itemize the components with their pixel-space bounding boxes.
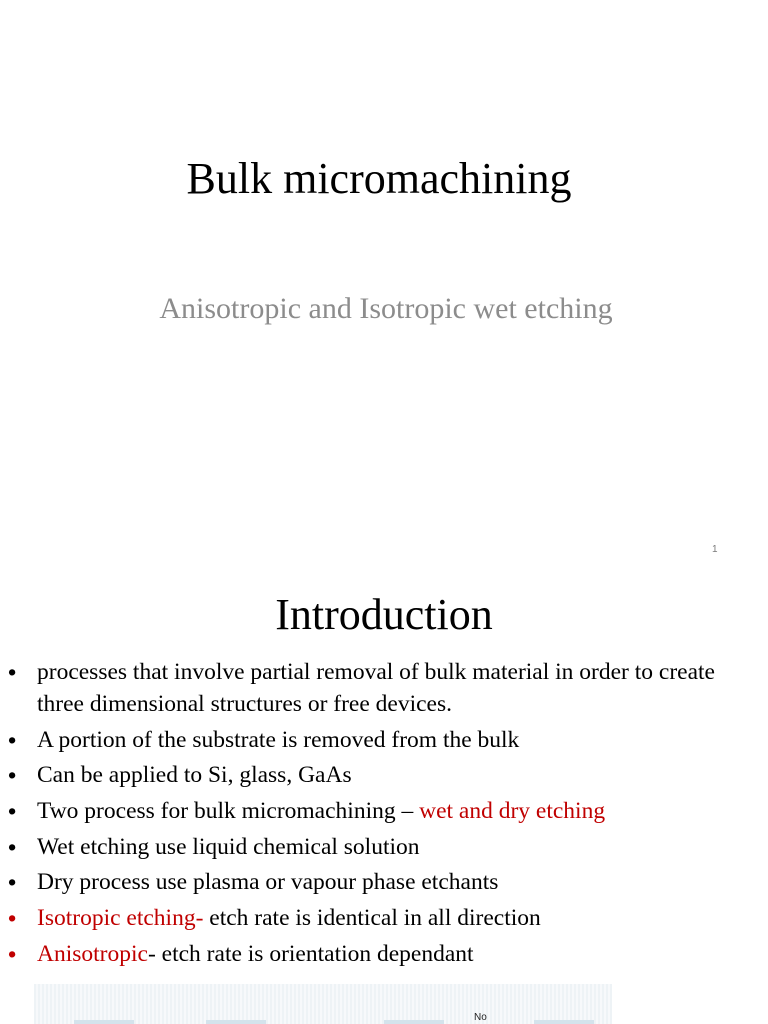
list-item <box>0 759 768 791</box>
bullet-text: - etch rate is orientation dependant <box>147 940 474 967</box>
list-item <box>0 795 768 827</box>
preview-bar <box>206 1020 266 1024</box>
bullet-text: etch rate is identical in all direction <box>203 905 541 932</box>
bullet-icon: • <box>8 798 17 825</box>
list-item <box>0 724 768 756</box>
bullet-icon: • <box>8 869 17 896</box>
bullet-text: processes that involve partial removal of bulk material in order to create three dimensional structures or free devices. <box>37 659 715 717</box>
bullet-icon: • <box>8 905 17 932</box>
list-item <box>0 902 768 934</box>
slide-title: Introduction <box>275 590 493 639</box>
bullet-icon: • <box>8 726 17 753</box>
bullet-icon: • <box>8 833 17 860</box>
bullet-text: Wet etching use liquid chemical solution <box>37 833 420 860</box>
list-item <box>0 938 768 970</box>
bullet-icon: • <box>8 940 17 967</box>
preview-bar <box>74 1020 134 1024</box>
bullet-text: A portion of the substrate is removed from the bulk <box>37 726 520 753</box>
preview-bar <box>534 1020 594 1024</box>
list-item <box>0 656 768 720</box>
slide-2 <box>0 576 768 1024</box>
bullet-icon: • <box>8 762 17 789</box>
table-image-preview <box>34 984 612 1024</box>
bullet-highlight: Anisotropic <box>37 940 148 967</box>
bullet-highlight: wet and dry etching <box>419 798 606 825</box>
slide-subtitle: Anisotropic and Isotropic wet etching <box>159 292 613 325</box>
bullet-text: Dry process use plasma or vapour phase etchants <box>37 869 499 896</box>
bullet-list <box>0 656 768 974</box>
slide-title: Bulk micromachining <box>186 154 572 203</box>
bullet-icon: • <box>8 659 17 685</box>
preview-label: No <box>474 1012 487 1023</box>
bullet-text: Can be applied to Si, glass, GaAs <box>37 762 352 789</box>
list-item <box>0 831 768 863</box>
page-number: 1 <box>712 544 718 555</box>
preview-bar <box>384 1020 444 1024</box>
bullet-text: Two process for bulk micromachining – <box>37 798 420 825</box>
list-item <box>0 866 768 898</box>
bullet-highlight: Isotropic etching- <box>37 905 204 932</box>
